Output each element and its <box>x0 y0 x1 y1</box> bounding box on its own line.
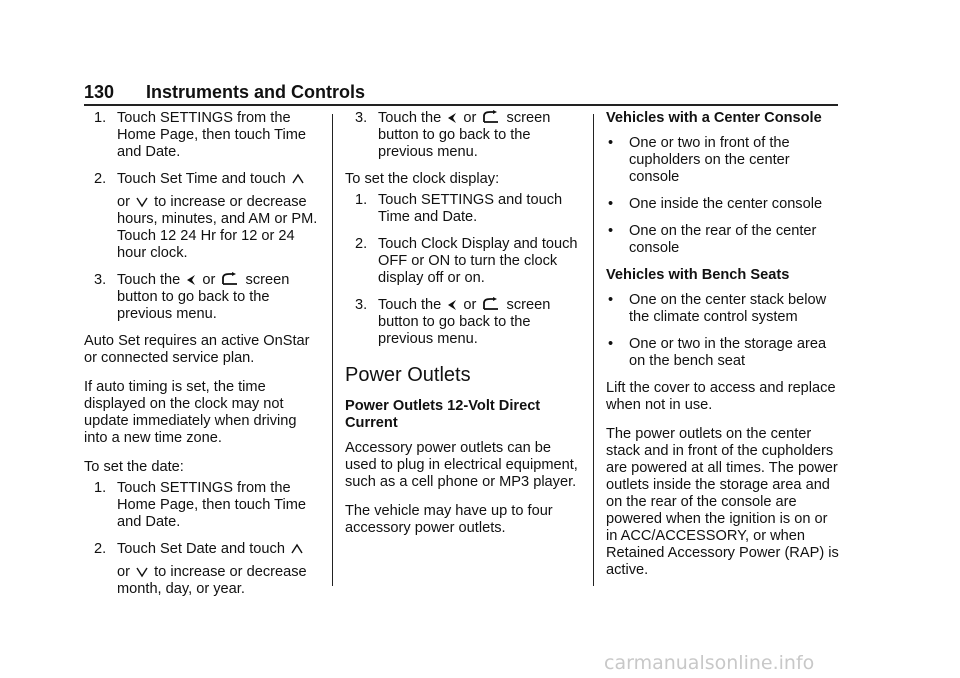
column-divider <box>332 114 333 586</box>
subheading: Power Outlets 12-Volt Direct Current <box>345 398 541 431</box>
down-arrow-icon <box>136 566 148 578</box>
section-title: Instruments and Controls <box>146 82 366 102</box>
step-item: 3. Touch the or screen button to go back to the previous menu. <box>355 297 551 347</box>
paragraph: Auto Set requires an active OnStar or connected service plan. <box>84 333 310 366</box>
paragraph: To set the date: <box>84 459 184 475</box>
column-divider <box>593 114 594 586</box>
up-arrow-icon <box>292 173 304 185</box>
paragraph: Lift the cover to access and replace when not in use. <box>606 380 836 413</box>
paragraph: The power outlets on the center stack and in front of the cupholders are powered at all times. The power outlets inside the storage area and on the rear of the console are powered when the ignition is on or in ACC/ACCESSORY, or when Retained Accessory Power (RAP) is active. <box>606 426 839 578</box>
step-item: 2. Touch Set Date and touch or to increase or decrease month, day, or year. <box>94 541 307 597</box>
paragraph: If auto timing is set, the time displayed on the clock may not update immediately when driving into a new time zone. <box>84 379 297 446</box>
return-arrow-icon <box>482 110 500 124</box>
step-item: 3. Touch the or screen button to go back to the previous menu. <box>94 272 290 322</box>
step-item: 2. Touch Clock Display and touch OFF or ON to turn the clock display off or on. <box>355 236 578 286</box>
return-arrow-icon <box>221 272 239 286</box>
step-item: 1. Touch SETTINGS and touch Time and Date. <box>355 192 563 225</box>
step-item: 1. Touch SETTINGS from the Home Page, then touch Time and Date. <box>94 480 307 530</box>
step-item: 1. Touch SETTINGS from the Home Page, then touch Time and Date. <box>94 110 307 160</box>
list-item: • One or two in front of the cupholders on the center console <box>608 135 790 185</box>
subheading: Vehicles with Bench Seats <box>606 267 790 283</box>
list-item: • One inside the center console <box>608 196 823 212</box>
paragraph: To set the clock display: <box>345 171 500 187</box>
list-item: • One on the center stack below the climate control system <box>608 292 827 325</box>
subheading: Vehicles with a Center Console <box>606 110 822 126</box>
paragraph: Accessory power outlets can be used to plug in electrical equipment, such as a cell phone or MP3 player. <box>345 440 578 490</box>
up-arrow-icon <box>291 543 303 555</box>
column-middle <box>345 110 583 549</box>
list-item: • One on the rear of the center console <box>608 223 817 256</box>
list-item: • One or two in the storage area on the bench seat <box>608 336 827 369</box>
down-arrow-icon <box>136 196 148 208</box>
page-number: 130 <box>84 82 115 102</box>
paragraph: The vehicle may have up to four accessory power outlets. <box>345 503 553 536</box>
return-arrow-icon <box>482 297 500 311</box>
watermark: carmanualsonline.info <box>604 652 815 674</box>
step-item: 2. Touch Set Time and touch or to increase or decrease hours, minutes, and AM or PM. Touch 12 24 Hr for 12 or 24 hour clock. <box>94 171 318 261</box>
section-heading: Power Outlets <box>345 364 471 386</box>
step-item: 3. Touch the or screen button to go back to the previous menu. <box>355 110 551 160</box>
back-arrow-icon <box>186 274 196 286</box>
back-arrow-icon <box>447 299 457 311</box>
back-arrow-icon <box>447 112 457 124</box>
column-right <box>606 110 842 591</box>
page-header <box>84 82 838 106</box>
column-left <box>84 110 322 608</box>
